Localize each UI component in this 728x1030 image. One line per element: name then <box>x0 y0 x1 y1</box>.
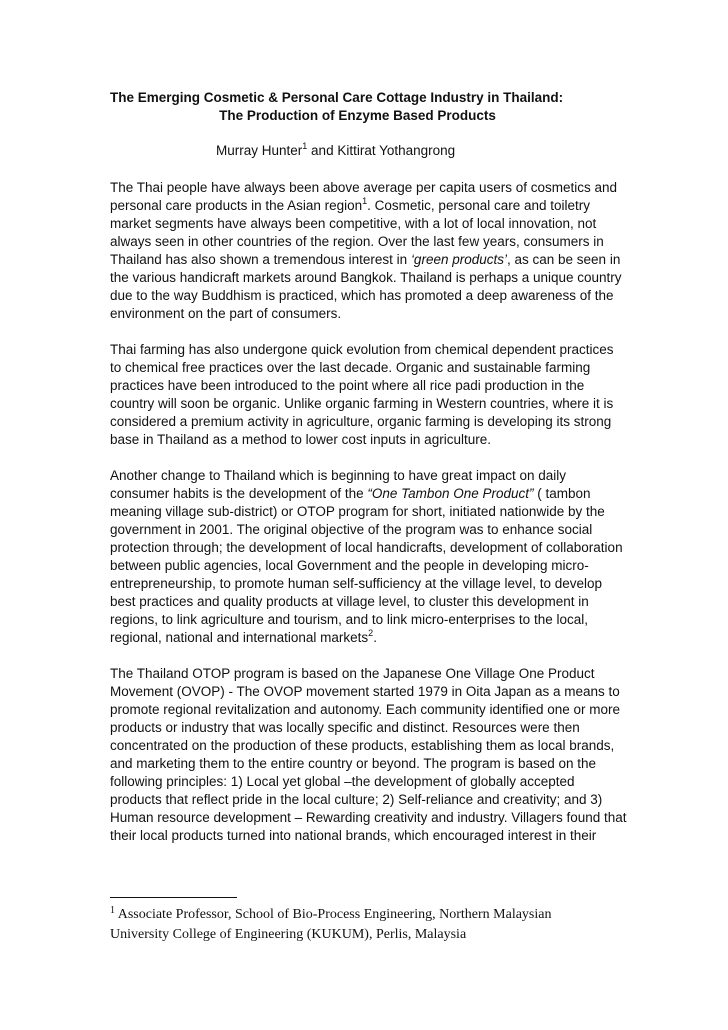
paragraph-1-text-a: The Thai people have always been above average per capita users of cosmetics and personal care products in the Asian region <box>110 180 618 213</box>
body-text <box>110 179 628 863</box>
footnote-number: 1 <box>110 905 115 916</box>
footnote-marker: 1 <box>302 141 308 151</box>
paragraph-3-text-a: Another change to Thailand which is beginning to have great impact on daily consumer habits is the development of the <box>110 468 567 501</box>
author-name-2: and Kittirat Yothangrong <box>307 143 456 158</box>
paragraph-1-text-b: . Cosmetic, personal care and toiletry market segments have always been competitive, with a lot of local innovation, not always seen in other countries of the region. Over the last few years, consumers in Thailand has also shown a tremendous interest in <box>110 198 604 267</box>
paragraph-3-text-c: . <box>373 630 377 645</box>
paragraph-3-emphasis: “One Tambon One Product” <box>367 486 534 501</box>
footnote-text-1: Associate Professor, School of Bio-Process Engineering, Northern Malaysian <box>115 907 552 922</box>
footnote-line-1 <box>110 905 610 925</box>
paragraph-1 <box>110 179 628 323</box>
paragraph-3-text-b: ( tambon meaning village sub-district) or OTOP program for short, initiated nationwide by the government in 2001. The original objective of the program was to enhance social protection through; the development of local handicrafts, development of collaboration between public agencies, local Government and the people in developing micro-entrepreneurship, to promote human self-sufficiency at the village level, to develop best practices and quality products at village level, to cluster this development in regions, to link agriculture and tourism, and to link micro-enterprises to the local, regional, national and international markets <box>110 486 623 645</box>
title-line-2: The Production of Enzyme Based Products <box>219 108 496 123</box>
paragraph-4: The Thailand OTOP program is based on the Japanese One Village One Product Movement (OVOP) - The OVOP movement started 1979 in Oita Japan as a means to promote regional revitalization and autonomy. Each community identified one or more products or industry that was locally specific and distinct. Resources were then concentrated on the production of these products, establishing them as local brands, and marketing them to the entire country or beyond. The program is based on the following principles: 1) Local yet global –the development of globally accepted products that reflect pride in the local culture; 2) Self-reliance and creativity; and 3) Human resource development – Rewarding creativity and industry. Villagers found that their local products turned into national brands, which encouraged interest in their <box>110 666 627 843</box>
author-name-1: Murray Hunter <box>216 143 303 158</box>
footnote <box>110 905 610 945</box>
footnote-divider <box>110 897 237 898</box>
footnote-line-2: University College of Engineering (KUKUM), Perlis, Malaysia <box>110 927 467 942</box>
title-line-1: The Emerging Cosmetic & Personal Care Cottage Industry in Thailand: <box>110 90 564 105</box>
paragraph-2: Thai farming has also undergone quick evolution from chemical dependent practices to chemical free practices over the last decade. Organic and sustainable farming practices have been introduced to the point where all rice padi production in the country will soon be organic. Unlike organic farming in Western countries, where it is considered a premium activity in agriculture, organic farming is developing its strong base in Thailand as a method to lower cost inputs in agriculture. <box>110 342 614 447</box>
author-line <box>216 142 455 160</box>
paragraph-1-text-c: , as can be seen in the various handicraft markets around Bangkok. Thailand is perhaps a unique country due to the way Buddhism is practiced, which has promoted a deep awareness of the environment on the part of consumers. <box>110 252 622 321</box>
footnote-marker: 1 <box>362 196 368 206</box>
paragraph-3 <box>110 467 628 647</box>
footnote-marker: 2 <box>368 628 374 638</box>
paper-title <box>110 89 622 125</box>
paragraph-1-emphasis: ‘green products’ <box>410 252 507 267</box>
